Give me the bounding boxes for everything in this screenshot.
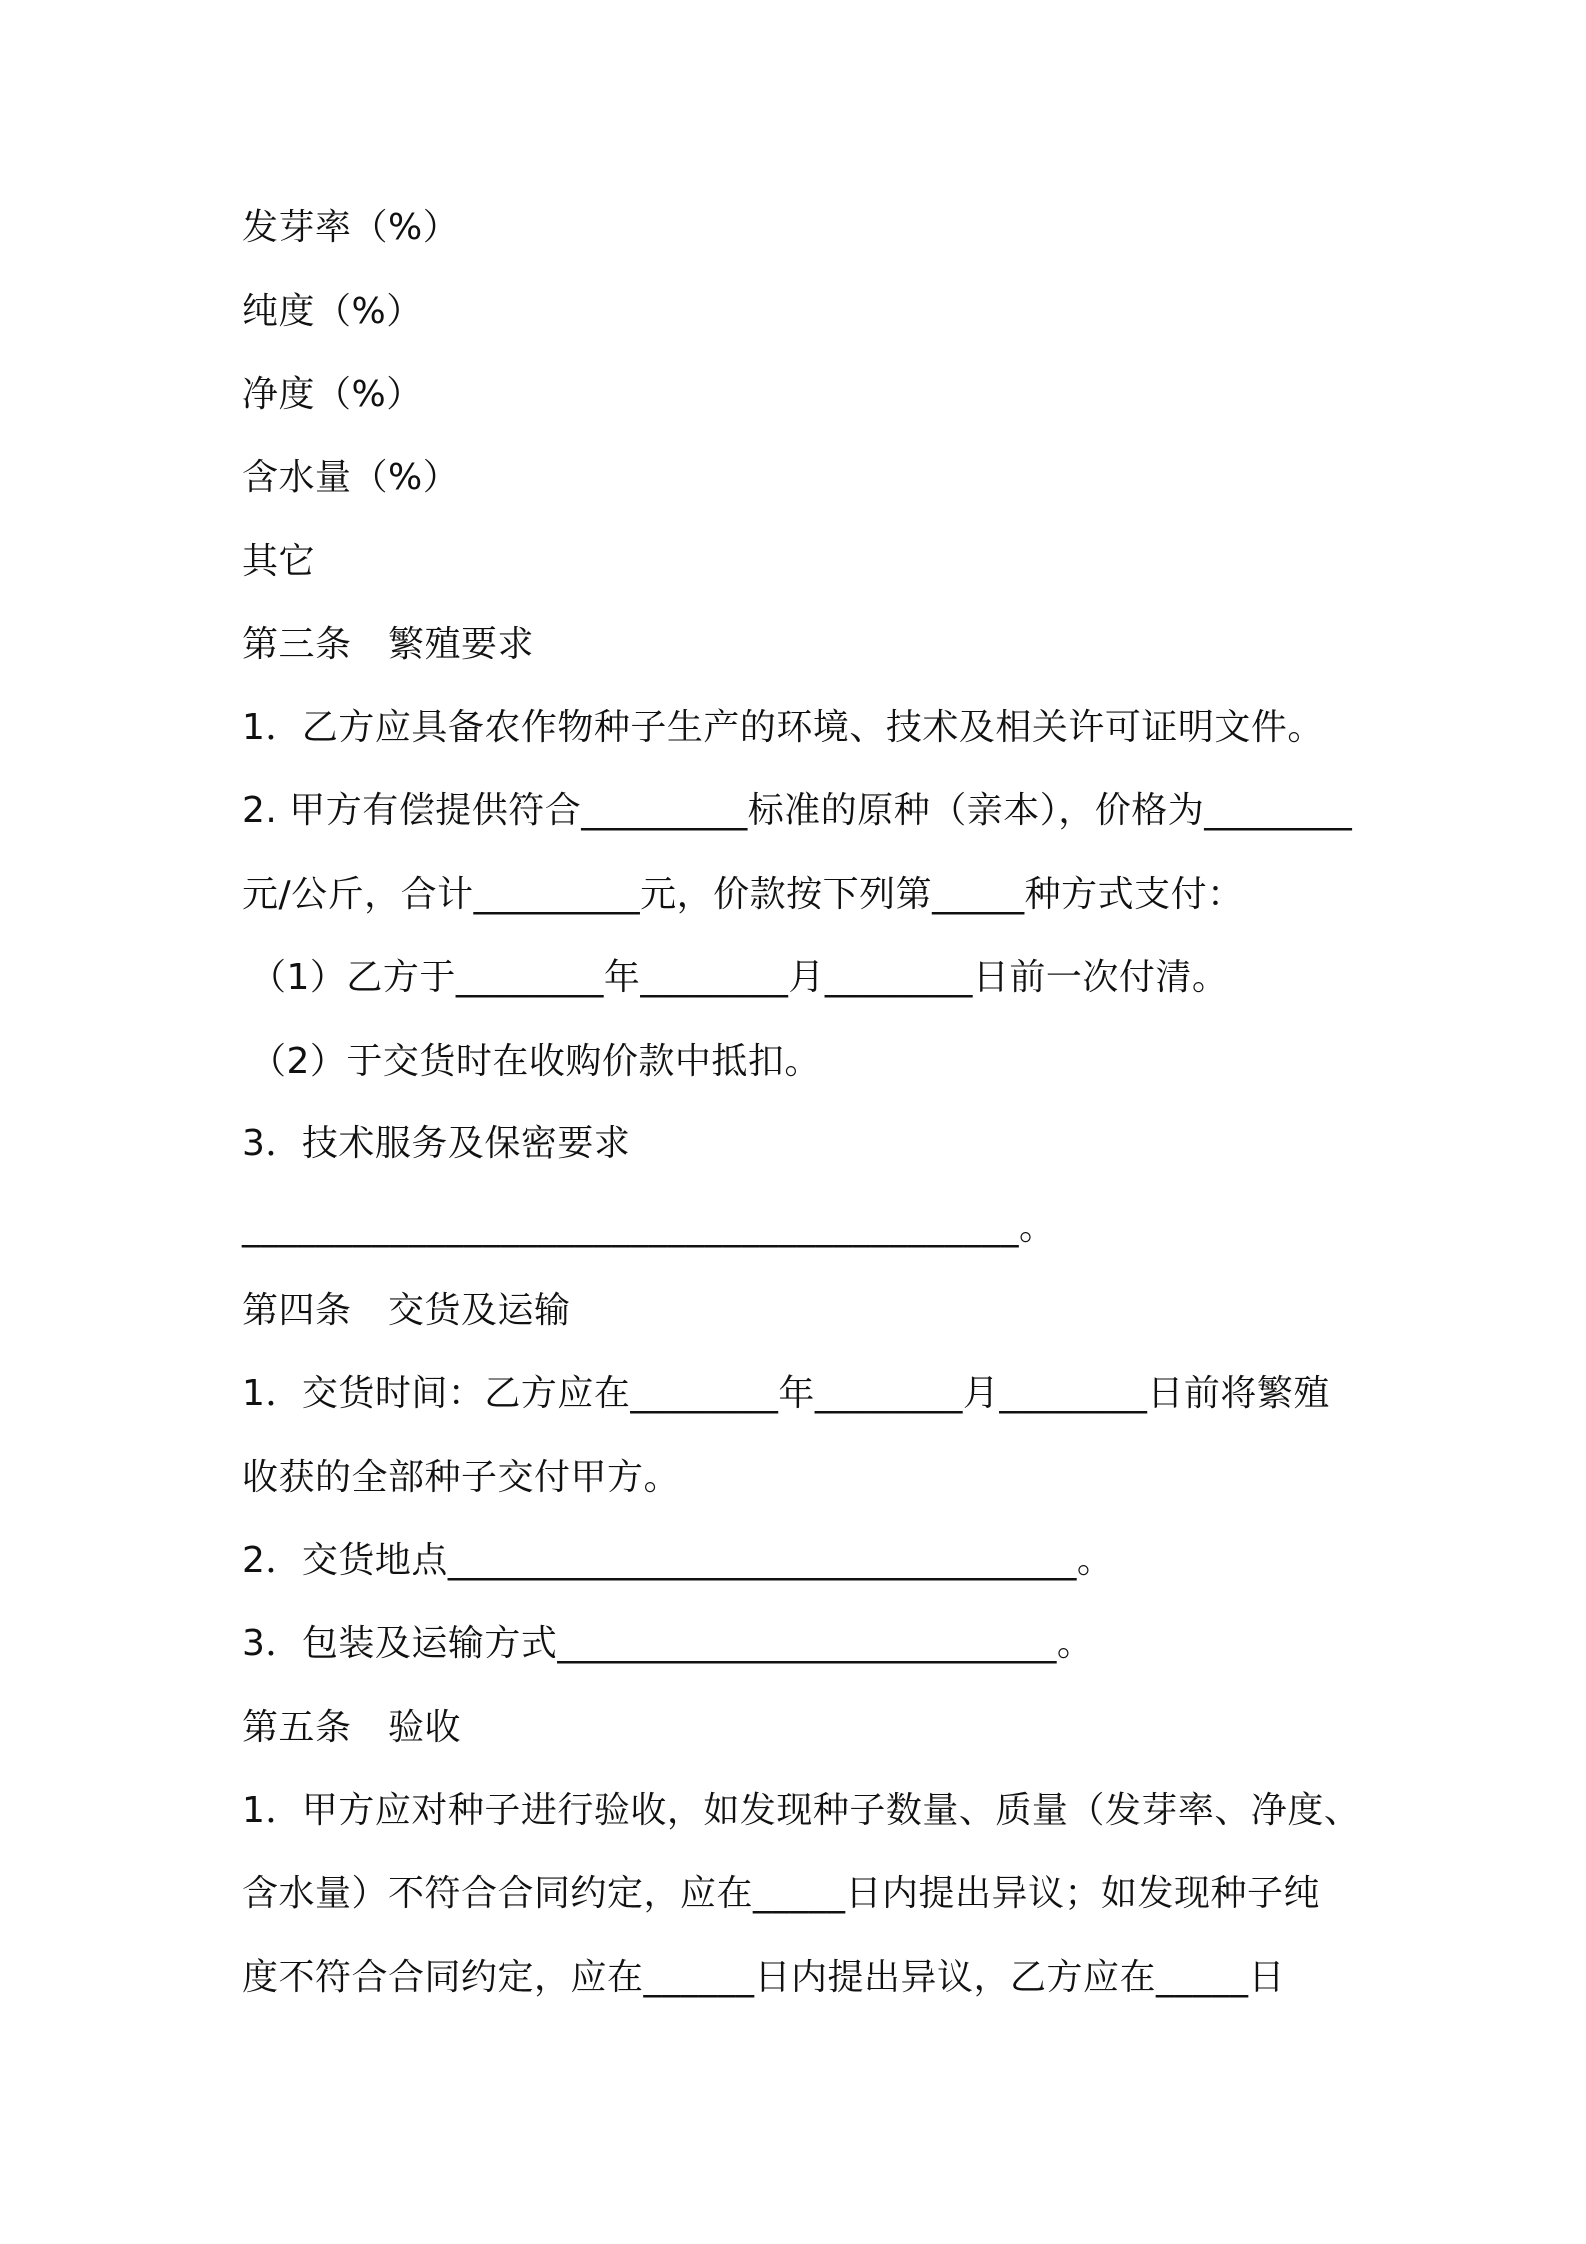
article-4-item-1-cont: 收获的全部种子交付甲方。 bbox=[242, 1457, 681, 1498]
article-3-item-2: 2. 甲方有偿提供符合_________标准的原种（亲本），价格为________ bbox=[242, 790, 1353, 831]
article-4-item-1: 1．交货时间：乙方应在________年________月________日前将繁殖 bbox=[242, 1373, 1330, 1414]
article-4-heading: 第四条 交货及运输 bbox=[242, 1290, 571, 1331]
payment-option-1: （1）乙方于________年________月________日前一次付清。 bbox=[250, 957, 1229, 998]
cleanliness-line: 净度（%） bbox=[242, 374, 423, 415]
article-3-item-1: 1．乙方应具备农作物种子生产的环境、技术及相关许可证明文件。 bbox=[242, 707, 1324, 748]
article-5-item-1: 1．甲方应对种子进行验收，如发现种子数量、质量（发芽率、净度、 bbox=[242, 1790, 1361, 1831]
article-5-item-1-cont-2: 度不符合合同约定，应在______日内提出异议，乙方应在_____日 bbox=[242, 1957, 1286, 1998]
moisture-line: 含水量（%） bbox=[242, 457, 460, 498]
article-5-heading: 第五条 验收 bbox=[242, 1707, 462, 1748]
other-line: 其它 bbox=[242, 541, 316, 582]
article-3-item-3: 3．技术服务及保密要求 bbox=[242, 1123, 631, 1164]
article-4-item-3: 3．包装及运输方式___________________________。 bbox=[242, 1623, 1094, 1664]
article-5-item-1-cont: 含水量）不符合合同约定，应在_____日内提出异议；如发现种子纯 bbox=[242, 1873, 1321, 1914]
article-3-heading: 第三条 繁殖要求 bbox=[242, 624, 535, 665]
article-3-item-3-blank: __________________________________________。 bbox=[242, 1207, 1056, 1248]
germination-rate-line: 发芽率（%） bbox=[242, 207, 460, 248]
purity-line: 纯度（%） bbox=[242, 291, 423, 332]
article-3-item-2-cont: 元/公斤，合计_________元，价款按下列第_____种方式支付： bbox=[242, 874, 1244, 915]
payment-option-2: （2）于交货时在收购价款中抵扣。 bbox=[250, 1041, 821, 1082]
article-4-item-2: 2．交货地点__________________________________。 bbox=[242, 1540, 1114, 1581]
